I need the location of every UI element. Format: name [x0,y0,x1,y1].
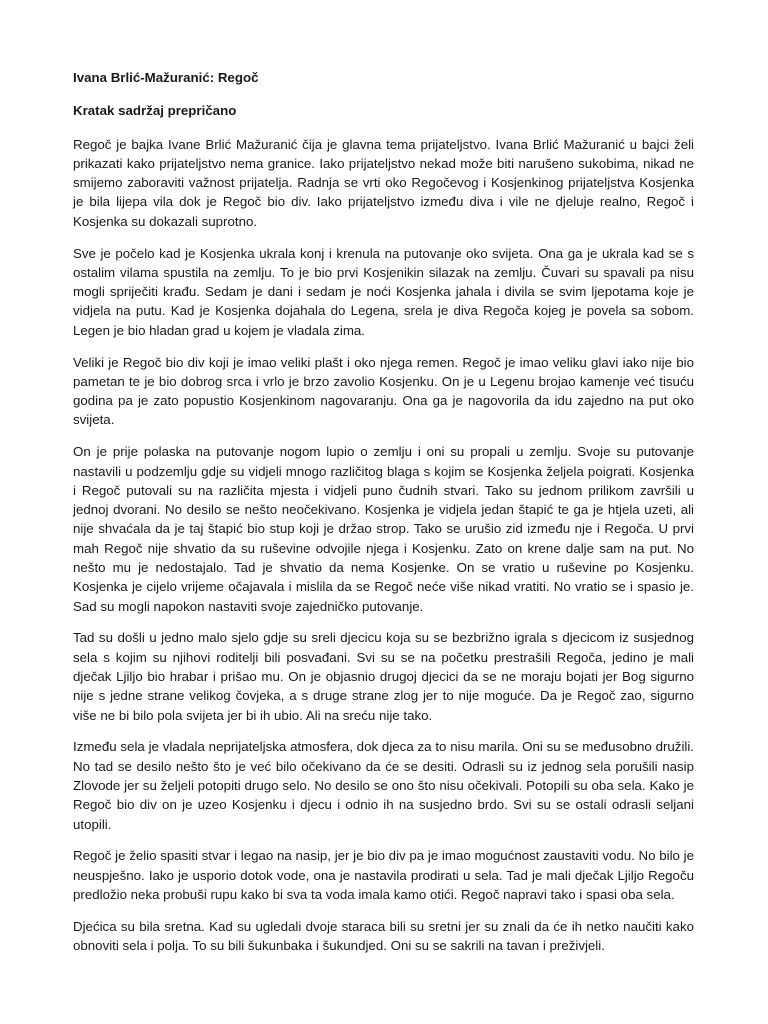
paragraph-2: Sve je počelo kad je Kosjenka ukrala konj i krenula na putovanje oko svijeta. Ona ga je ukrala kad se s ostalim vilama spustila na zemlju. To je bio prvi Kosjenikin silazak na zemlju. Čuvari su spavali pa nisu mogli spriječiti krađu. Sedam je dani i sedam je noći Kosjenka jahala i divila se svim ljepotama koje je vidjela na putu. Kad je Kosjenka dojahala do Legena, srela je diva Regoča kojeg je povela sa sobom. Legen je bio hladan grad u kojem je vladala zima. [73,245,694,338]
paragraph-3: Veliki je Regoč bio div koji je imao veliki plašt i oko njega remen. Regoč je imao veliku glavi iako nije bio pametan te je bio dobrog srca i vrlo je brzo zavolio Kosjenku. On je u Legenu brojao kamenje već tisuću godina pa je zato popustio Kosjenkinom nagovaranju. Ona ga je nagovorila da idu zajedno na put oko svijeta. [73,354,694,428]
document-title: Ivana Brlić-Mažuranić: Regoč [73,70,259,85]
paragraph-7: Regoč je želio spasiti stvar i legao na nasip, jer je bio div pa je imao mogućnost zaustaviti vodu. No bilo je neuspješno. Iako je usporio dotok vode, ona je nastavila prodirati u sela. Tad je mali dječak Ljiljo Regoču predložio neka probuši rupu kako bi sva ta voda imala kamo otići. Regoč napravi tako i spasi oba sela. [73,848,694,902]
document-page [73,68,694,968]
paragraph-4: On je prije polaska na putovanje nogom lupio o zemlju i oni su propali u zemlju. Svoje su putovanje nastavili u podzemlju gdje su vidjeli mnogo različitog blaga s kojim se Kosjenka željela poigrati. Kosjenka i Regoč putovali su na različita mjesta i vidjeli puno čudnih stvari. Tako su jednom prilikom završili u jednoj dvorani. No desilo se nešto neočekivano. Kosjenka je vidjela jedan štapić te ga je htjela uzeti, ali nije shvaćala da je taj štapić bio stup koji je držao strop. Tako se urušio zid između nje i Regoča. U prvi mah Regoč nije shvatio da su ruševine odvojile njega i Kosjenku. Zato on krene dalje sam na put. No nešto mu je nedostajalo. Tad je shvatio da nema Kosjenke. On se vratio u ruševine po Kosjenku. Kosjenka je cijelo vrijeme očajavala i mislila da se Regoč neće više nikad vratiti. No vratio se i spasio je. Sad su mogli napokon nastaviti svoje zajedničko putovanje. [73,444,694,614]
paragraph-5: Tad su došli u jedno malo sjelo gdje su sreli djecicu koja su se bezbrižno igrala s djecicom iz susjednog sela s kojim su njihovi roditelji bili posvađani. Svi su se na početku prestrašili Regoča, jedino je mali dječak Ljiljo bio hrabar i prišao mu. On je objasnio drugoj djecici da se ne moraju bojati jer Bog sigurno nije s jedne strane velikog čovjeka, a s druge strane zlog jer to nije moguće. Da je Regoč zao, sigurno više ne bi bilo pola svijeta jer bi ih ubio. Ali na sreću nije tako. [73,630,694,723]
document-subtitle: Kratak sadržaj prepričano [73,103,237,119]
paragraph-6: Između sela je vladala neprijateljska atmosfera, dok djeca za to nisu marila. Oni su se međusobno družili. No tad se desilo nešto što je već bilo očekivano da će se desiti. Odrasli su iz jednog sela porušili nasip Zlovode jer su željeli potopiti drugo selo. No desilo se ono što nisu očekivali. Potopili su oba sela. Kako je Regoč bio div on je uzeo Kosjenku i djecu i odnio ih na susjedno brdo. Svi su se ostali odrasli seljani utopili. [73,739,694,832]
paragraph-1: Regoč je bajka Ivane Brlić Mažuranić čija je glavna tema prijateljstvo. Ivana Brlić Mažuranić u bajci želi prikazati kako prijateljstvo nema granice. Iako prijateljstvo nekad može biti narušeno sukobima, nikad ne smijemo zaboraviti važnost prijatelja. Radnja se vrti oko Regočevog i Kosjenkinog prijateljstva Kosjenka je bila lijepa vila dok je Regoč bio div. Iako prijateljstvo između diva i vile ne djeluje realno, Regoč i Kosjenka su dokazali suprotno. [73,136,694,229]
paragraph-8: Djećica su bila sretna. Kad su ugledali dvoje staraca bili su sretni jer su znali da će ih netko naučiti kako obnoviti sela i polja. To su bili šukunbaka i šukundjed. Oni su se sakrili na tavan i preživjeli. [73,918,694,954]
